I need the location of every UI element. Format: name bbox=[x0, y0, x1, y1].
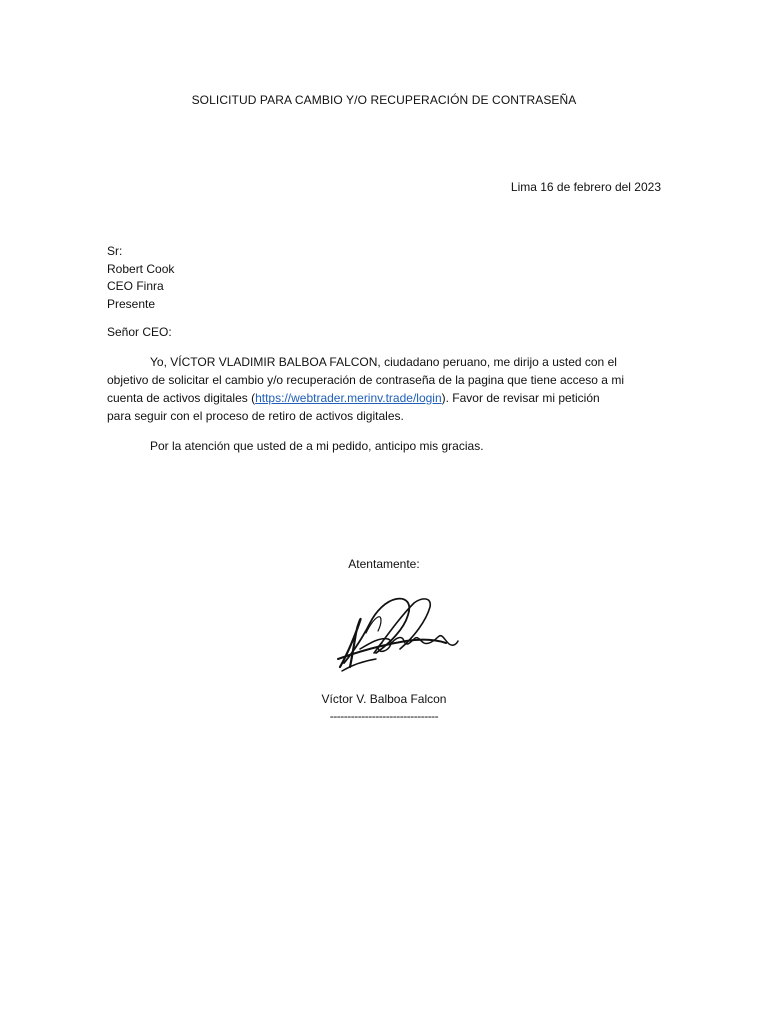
paragraph-1-line-1: Yo, VÍCTOR VLADIMIR BALBOA FALCON, ciudadano peruano, me dirijo a usted con el bbox=[150, 355, 617, 369]
webtrader-link[interactable]: https://webtrader.merinv.trade/login bbox=[255, 391, 442, 405]
letter-title: SOLICITUD PARA CAMBIO Y/O RECUPERACIÓN DE CONTRASEÑA bbox=[191, 93, 577, 107]
paragraph-2-text: Por la atención que usted de a mi pedido, anticipo mis gracias. bbox=[150, 439, 484, 453]
salutation: Señor CEO: bbox=[107, 325, 172, 339]
body-paragraph-1 bbox=[107, 353, 667, 425]
letter-date: Lima 16 de febrero del 2023 bbox=[510, 180, 661, 194]
addressee-block bbox=[107, 243, 174, 313]
paragraph-line bbox=[107, 389, 667, 407]
addressee-presente: Presente bbox=[107, 296, 156, 311]
signer-name: Víctor V. Balboa Falcon bbox=[321, 692, 447, 706]
paragraph-1-line-3-before: cuenta de activos digitales ( bbox=[107, 391, 256, 405]
paragraph-line bbox=[107, 353, 667, 371]
paragraph-1-line-3-after: ). Favor de revisar mi petición bbox=[441, 391, 600, 405]
signature-rule: ------------------------------- bbox=[329, 709, 439, 723]
addressee-name: Robert Cook bbox=[107, 261, 175, 276]
closing: Atentamente: bbox=[348, 557, 420, 571]
addressee-greeting: Sr: bbox=[107, 244, 123, 258]
addressee-role: CEO Finra bbox=[107, 279, 164, 293]
paragraph-1-line-4: para seguir con el proceso de retiro de activos digitales. bbox=[107, 409, 404, 423]
paragraph-1-line-2: objetivo de solicitar el cambio y/o recuperación de contraseña de la pagina que tiene acceso a mi bbox=[107, 373, 624, 387]
handwritten-signature bbox=[330, 593, 460, 675]
body-paragraph-2 bbox=[107, 439, 484, 453]
